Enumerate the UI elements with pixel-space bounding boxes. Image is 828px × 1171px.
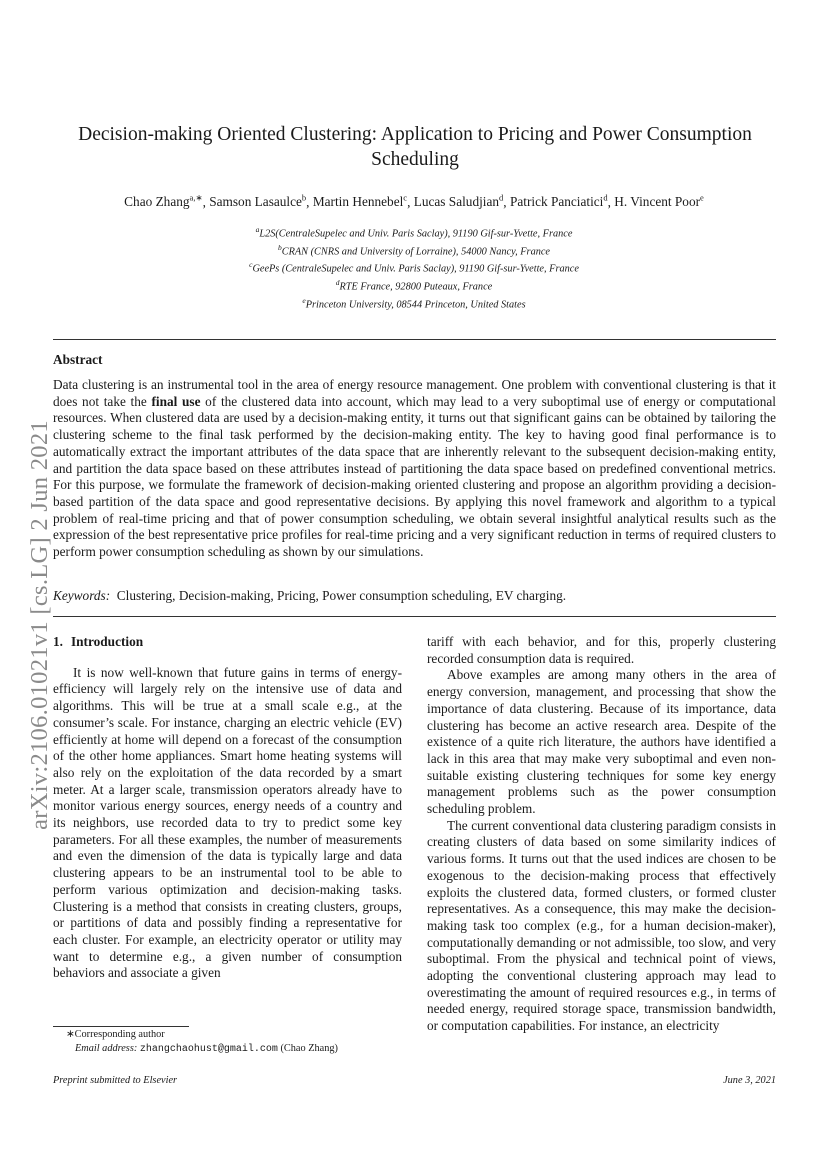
keywords-label: Keywords: xyxy=(53,588,111,603)
author: Chao Zhang$^{a,∗}$ xyxy=(124,193,203,210)
author: Samson Lasaulce$^b$ xyxy=(209,193,307,210)
author: H. Vincent Poor$^e$ xyxy=(614,193,704,210)
paragraph: tariff with each behavior, and for this, properly clustering recorded consumption data is required. xyxy=(427,634,776,666)
footnote-divider xyxy=(53,1026,189,1027)
keywords-text: Clustering, Decision-making, Pricing, Power consumption scheduling, EV charging. xyxy=(116,588,567,603)
author: Patrick Panciatici$^d$ xyxy=(509,193,608,210)
abstract-emphasis: final use xyxy=(151,393,201,409)
paragraph: It is now well-known that future gains in terms of energy-efficiency will largely rely on the intensive use of data and algorithms. This will be true at a small scale e.g., at the consumer’s scale. For instance, charging an electric vehicle (EV) efficiently at home will depend on a forecast of the consumption of the other home appliances. Smart home heating systems will also rely on the exploitation of the data recorded by a smart meter. At a larger scale, transmission operators already have to monitor various energy sources, energy needs of a country and its neighbors, use recorded data to try to predict some key parameters. For all these examples, the number of measurements and even the dimension of the data is typically large and data clustering appears to be an instrumental tool to be able to perform various optimization and decision-making tasks. Clustering is a method that consists in creating clusters, groups, or partitions of data and possibly finding a representative for each cluster. For example, an electricity operator or utility may want to determine e.g., a given number of consumption behaviors and associate a given xyxy=(53,664,402,981)
paragraph: The current conventional data clustering paradigm consists in creating clusters of data based on some similarity indices of various forms. It turns out that the used indices are chosen to be exogenous to the decision-making process that effectively exploits the clustered data, formed clusters, or formed cluster representatives. As a consequence, this may make the decision-making task too complex (e.g., for a human decision-maker), computationally demanding or not admissible, too slow, and very suboptimal. From the physical and technical point of views, adopting the conventional clustering approach may lead to overestimating the amount of required resources e.g., in terms of needed energy, required storage space, transmission bandwidth, or computation capabilities. For instance, an electricity xyxy=(427,817,776,1034)
affiliation: $^b$CRAN (CNRS and University of Lorraine), 54000 Nancy, France xyxy=(277,242,551,258)
abstract-body: Data clustering is an instrumental tool in the area of energy resource management. One problem with conventional clustering is that it does not take the final use of the clustered data into account, which may lead to a very suboptimal use of energy or computational resources. When clustered data are used by a decision-making entity, it turns out that significant gains can be obtained by tailoring the clustering scheme to the final task performed by the decision-making entity. The key to having good final performance is to automatically extract the important attributes of the data space that are inherently relevant to the subsequent decision-making entity, and partition the data space based on these attributes instead of partitioning the data space based on predefined conventional metrics. For this purpose, we formulate the framework of decision-making oriented clustering and propose an algorithm providing a decision-based partition of the data space and good representative decisions. By applying this novel framework and algorithm to a typical problem of real-time pricing and that of power consumption scheduling, we obtain several insightful analytical results such as the expression of the best representative price profiles for real-time pricing and a very significant reduction in terms of required clusters to perform power consumption scheduling as shown by our simulations. xyxy=(53,377,776,560)
affiliation: $^c$GeePs (CentraleSupelec and Univ. Paris Saclay), 91190 Gif-sur-Yvette, France xyxy=(249,260,579,275)
abstract-divider xyxy=(53,616,776,617)
footer-date: June 3, 2021 xyxy=(723,1075,776,1086)
footer-journal: Preprint submitted to Elsevier xyxy=(53,1075,178,1086)
section-heading: 1. Introduction xyxy=(53,634,144,649)
author: Martin Hennebel$^c$ xyxy=(312,193,408,210)
email-link[interactable]: zhangchaohust@gmail.com xyxy=(139,1044,278,1055)
author-list: Chao Zhang$^{a,∗}$, Samson Lasaulce$^b$, Martin Hennebel$^c$, Lucas Saludjian$^d$, Patrick Panciatici$^d$, H. Vincent Poor$^e$ xyxy=(124,193,704,210)
paper-title: Decision-making Oriented Clustering: Application to Pricing and Power Consumption Scheduling xyxy=(78,124,752,170)
affiliation: $^a$L2S(CentraleSupelec and Univ. Paris Saclay), 91190 Gif-sur-Yvette, France xyxy=(255,225,573,240)
paragraph: Above examples are among many others in the area of energy conversion, management, and processing that show the importance of data clustering. Because of its importance, data clustering has become an active research area. Despite of the existence of a quite rich literature, the authors have identified a lack in this area that may make very suboptimal and even non-suitable existing clustering techniques for some key energy management problems such as the power consumption scheduling problem. xyxy=(427,667,776,817)
abstract-heading: Abstract xyxy=(53,352,103,367)
right-column xyxy=(427,634,776,1035)
affiliation: $^d$RTE France, 92800 Puteaux, France xyxy=(335,277,493,293)
affiliation-list xyxy=(90,223,738,311)
keywords xyxy=(53,588,776,604)
footnote: ∗Corresponding author Email address: zhangchaohust@gmail.com (Chao Zhang) xyxy=(66,1029,338,1055)
arxiv-identifier-text: arXiv:2106.01021v1 [cs.LG] 2 Jun 2021 xyxy=(26,420,53,830)
top-divider xyxy=(53,339,776,340)
left-column xyxy=(53,634,402,982)
affiliation: $^e$Princeton University, 08544 Princeton, United States xyxy=(302,295,526,310)
author: Lucas Saludjian$^d$ xyxy=(413,193,504,210)
